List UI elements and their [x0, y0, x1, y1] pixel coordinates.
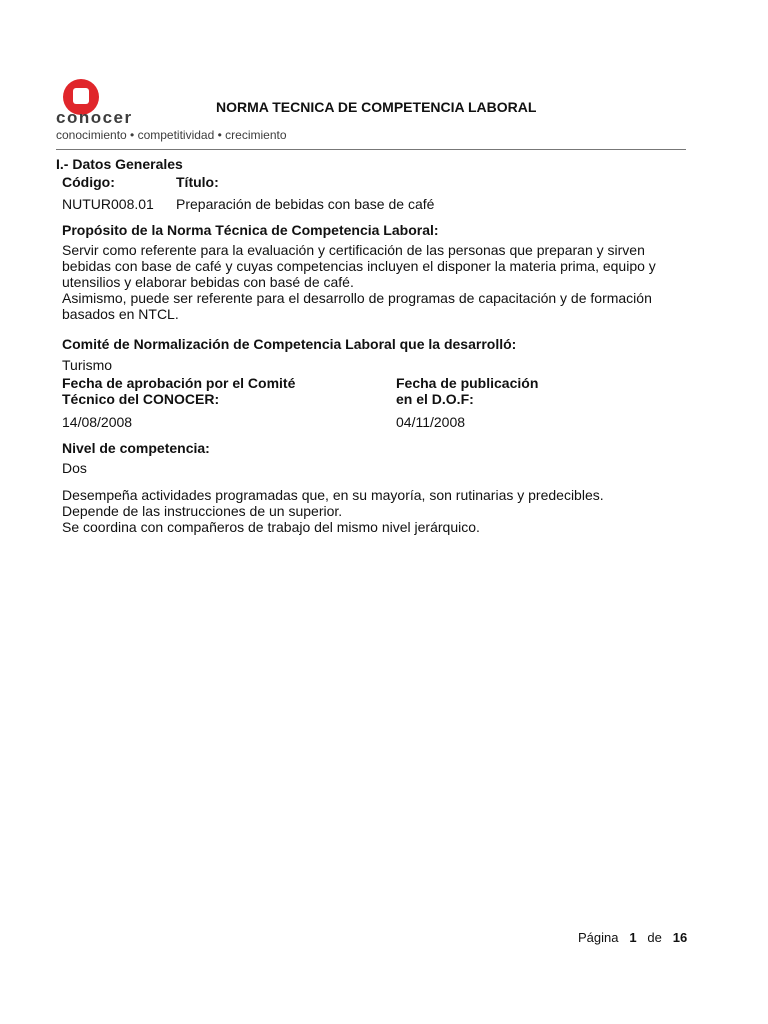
committee-heading: Comité de Normalización de Competencia Laboral que la desarrolló:: [62, 336, 517, 352]
publication-label-line-2: en el D.O.F:: [396, 391, 474, 407]
approval-label: Fecha de aprobación por el Comité: [62, 375, 296, 391]
total-pages: 16: [672, 930, 688, 945]
purpose-line: utensilios y elaborar bebidas con basé de café.: [62, 274, 354, 290]
title-value: Preparación de bebidas con base de café: [176, 196, 435, 212]
document-title: NORMA TECNICA DE COMPETENCIA LABORAL: [216, 99, 537, 115]
purpose-line: bebidas con base de café y cuyas competencias incluyen el disponer la materia prima, equipo y: [62, 258, 656, 274]
purpose-line: basados en NTCL.: [62, 306, 179, 322]
level-value: Dos: [62, 460, 87, 476]
page-number: [578, 930, 687, 945]
approval-date: 14/08/2008: [62, 414, 133, 430]
page-label: Página: [578, 930, 619, 945]
publication-date: 04/11/2008: [396, 414, 466, 430]
logo-tagline: conocimiento • competitividad • crecimiento: [56, 128, 287, 142]
current-page: 1: [629, 930, 637, 945]
purpose-heading: Propósito de la Norma Técnica de Competencia Laboral:: [62, 222, 439, 238]
section-title: I.- Datos Generales: [56, 156, 183, 172]
level-description-line: Depende de las instrucciones de un superior.: [62, 503, 343, 519]
approval-label-line-2: Técnico del CONOCER:: [62, 391, 220, 407]
publication-label: Fecha de publicación: [396, 375, 539, 391]
level-description: [62, 487, 662, 535]
title-label: Título:: [176, 174, 219, 190]
page-of-label: de: [647, 930, 662, 945]
level-description-line: Se coordina con compañeros de trabajo del mismo nivel jerárquico.: [62, 519, 480, 535]
logo-name: conocer: [56, 108, 133, 127]
purpose-text: [62, 242, 662, 322]
purpose-line: Asimismo, puede ser referente para el desarrollo de programas de capacitación y de formación: [62, 290, 652, 306]
purpose-line: Servir como referente para la evaluación y certificación de las personas que preparan y sirven: [62, 242, 645, 258]
code-value: NUTUR008.01: [62, 196, 154, 212]
code-label: Código:: [62, 174, 115, 190]
level-description-line: Desempeña actividades programadas que, en su mayoría, son rutinarias y predecibles.: [62, 487, 604, 503]
committee-value: Turismo: [62, 357, 113, 373]
level-heading: Nivel de competencia:: [62, 440, 210, 456]
header-divider: [56, 149, 686, 150]
